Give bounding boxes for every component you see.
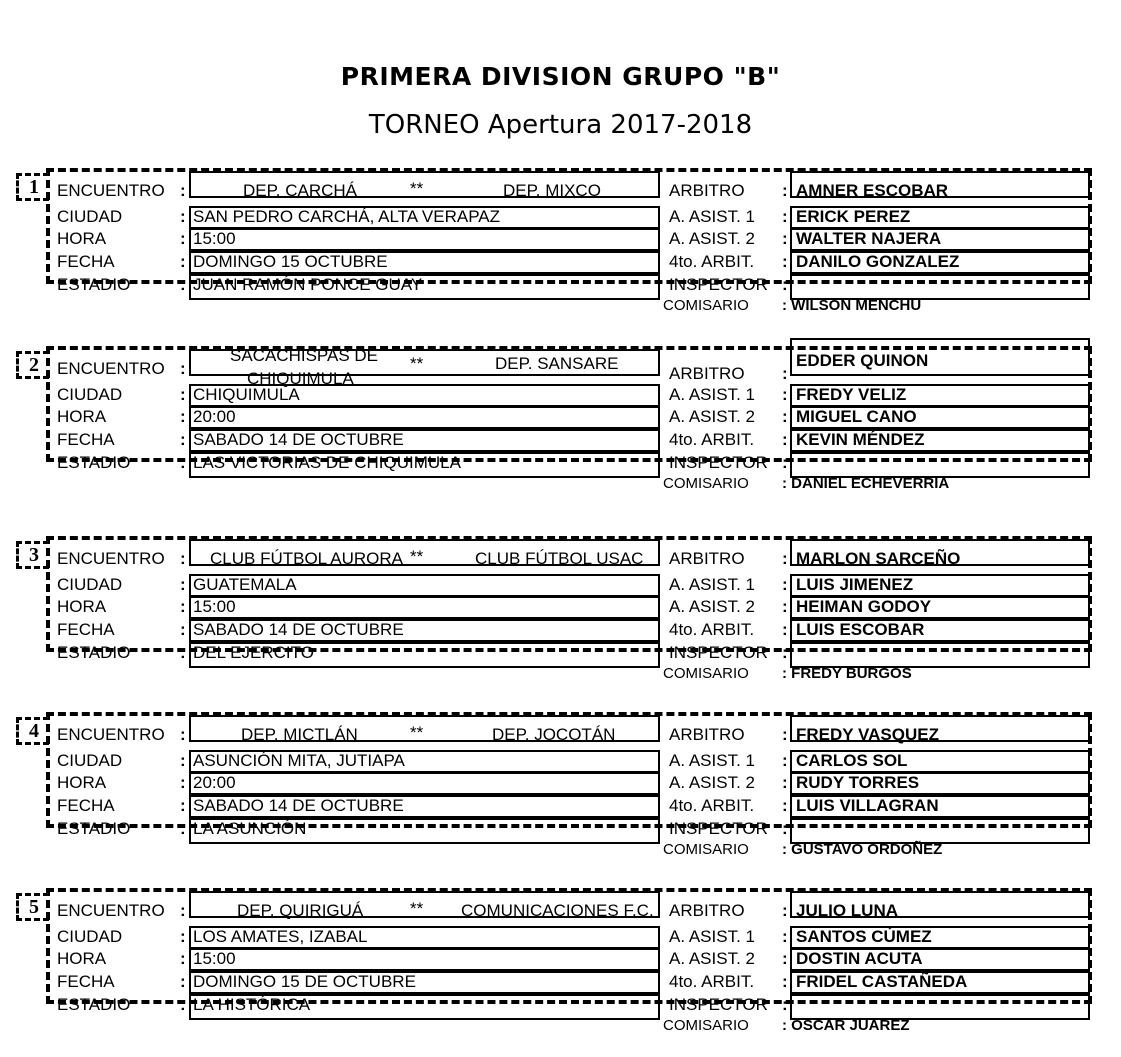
colon: : [782, 407, 788, 426]
comisario-value: : WILSON MENCHU [782, 297, 922, 314]
label-cuarto: 4to. ARBIT. [669, 252, 755, 271]
label-inspector: INSPECTOR [669, 453, 768, 472]
colon: : [782, 995, 788, 1014]
home-team: DEP. QUIRIGUÁ [237, 901, 364, 920]
colon: : [782, 773, 788, 792]
away-team: DEP. MIXCO [503, 181, 601, 200]
colon: : [180, 995, 186, 1014]
colon: : [782, 796, 788, 815]
match-block [16, 706, 1100, 856]
fecha-value: SABADO 14 DE OCTUBRE [193, 430, 404, 449]
colon: : [782, 972, 788, 991]
away-team: COMUNICACIONES F.C. [461, 901, 654, 920]
label-estadio: ESTADIO [57, 819, 131, 838]
label-ciudad: CIUDAD [57, 927, 123, 946]
hora-value: 15:00 [193, 597, 236, 616]
label-arbitro: ARBITRO [669, 549, 745, 568]
colon: : [180, 773, 186, 792]
asist2-value: RUDY TORRES [796, 773, 920, 792]
colon: : [180, 359, 186, 378]
away-team: DEP. JOCOTÁN [492, 725, 616, 744]
fecha-value: SABADO 14 DE OCTUBRE [193, 796, 404, 815]
asist1-value: CARLOS SOL [796, 751, 908, 770]
estadio-value: LAS VICTORIAS DE CHIQUIMULA [193, 453, 461, 472]
label-comisario: COMISARIO [663, 665, 749, 682]
comisario-value: : FREDY BURGOS [782, 665, 912, 682]
colon: : [180, 575, 186, 594]
label-hora: HORA [57, 407, 107, 426]
page-title: PRIMERA DIVISION GRUPO "B" [340, 62, 781, 91]
label-fecha: FECHA [57, 796, 115, 815]
colon: : [180, 597, 186, 616]
label-hora: HORA [57, 949, 107, 968]
hora-value: 15:00 [193, 229, 236, 248]
colon: : [782, 430, 788, 449]
label-ciudad: CIUDAD [57, 751, 123, 770]
label-comisario: COMISARIO [663, 841, 749, 858]
estadio-value: LA HISTÓRICA [193, 995, 311, 1014]
colon: : [180, 275, 186, 294]
colon: : [782, 597, 788, 616]
colon: : [782, 207, 788, 226]
colon: : [180, 819, 186, 838]
colon: : [782, 901, 788, 920]
hora-value: 20:00 [193, 407, 236, 426]
cuarto-value: KEVIN MÉNDEZ [796, 430, 925, 449]
asist2-value: WALTER NAJERA [796, 229, 942, 248]
label-encuentro: ENCUENTRO [57, 901, 165, 920]
label-arbitro: ARBITRO [669, 364, 745, 383]
label-asist2: A. ASIST. 2 [669, 407, 755, 426]
colon: : [782, 252, 788, 271]
asist1-value: FREDY VELIZ [796, 385, 907, 404]
colon: : [180, 796, 186, 815]
match-number: 2 [16, 351, 49, 379]
colon: : [180, 252, 186, 271]
home-team: DEP. MICTLÁN [241, 725, 358, 744]
colon: : [180, 927, 186, 946]
label-encuentro: ENCUENTRO [57, 181, 165, 200]
colon: : [782, 549, 788, 568]
label-hora: HORA [57, 773, 107, 792]
colon: : [782, 385, 788, 404]
colon: : [180, 643, 186, 662]
label-encuentro: ENCUENTRO [57, 359, 165, 378]
label-comisario: COMISARIO [663, 475, 749, 492]
arbitro-value: AMNER ESCOBAR [796, 181, 949, 200]
match-number: 3 [16, 541, 49, 569]
label-cuarto: 4to. ARBIT. [669, 796, 755, 815]
estadio-value: JUAN RAMÓN PONCE GUAY [193, 275, 423, 294]
away-team: CLUB FÚTBOL USAC [475, 549, 644, 568]
label-inspector: INSPECTOR [669, 819, 768, 838]
label-arbitro: ARBITRO [669, 725, 745, 744]
colon: : [782, 751, 788, 770]
colon: : [180, 407, 186, 426]
vs-marker: ** [410, 354, 424, 373]
fecha-value: SABADO 14 DE OCTUBRE [193, 620, 404, 639]
asist1-value: SANTOS CÚMEZ [796, 927, 932, 946]
colon: : [180, 207, 186, 226]
cuarto-value: DANILO GONZALEZ [796, 252, 960, 271]
arbitro-value: JULIO LUNA [796, 901, 898, 920]
estadio-value: DEL EJERCITO [193, 643, 314, 662]
label-estadio: ESTADIO [57, 643, 131, 662]
cuarto-value: LUIS ESCOBAR [796, 620, 925, 639]
label-asist1: A. ASIST. 1 [669, 575, 755, 594]
label-inspector: INSPECTOR [669, 995, 768, 1014]
label-fecha: FECHA [57, 620, 115, 639]
match-block [16, 162, 1100, 312]
home-team: DEP. CARCHÁ [243, 181, 357, 200]
colon: : [180, 620, 186, 639]
colon: : [180, 385, 186, 404]
vs-marker: ** [410, 547, 424, 566]
label-encuentro: ENCUENTRO [57, 549, 165, 568]
label-estadio: ESTADIO [57, 995, 131, 1014]
colon: : [782, 229, 788, 248]
colon: : [782, 575, 788, 594]
colon: : [180, 901, 186, 920]
colon: : [782, 364, 788, 383]
ciudad-value: LOS AMATES, IZABAL [193, 927, 368, 946]
fecha-value: DOMINGO 15 OCTUBRE [193, 252, 388, 271]
ciudad-value: CHIQUIMULA [193, 385, 300, 404]
label-comisario: COMISARIO [663, 1017, 749, 1034]
label-asist2: A. ASIST. 2 [669, 229, 755, 248]
asist1-value: ERICK PEREZ [796, 207, 911, 226]
colon: : [180, 430, 186, 449]
label-ciudad: CIUDAD [57, 207, 123, 226]
colon: : [180, 549, 186, 568]
page-subtitle: TORNEO Apertura 2017-2018 [368, 110, 753, 140]
label-ciudad: CIUDAD [57, 575, 123, 594]
label-fecha: FECHA [57, 252, 115, 271]
home-team-line2: CHIQUIMULA [247, 369, 354, 388]
label-asist1: A. ASIST. 1 [669, 751, 755, 770]
label-estadio: ESTADIO [57, 275, 131, 294]
label-encuentro: ENCUENTRO [57, 725, 165, 744]
asist2-value: MIGUEL CANO [796, 407, 917, 426]
label-comisario: COMISARIO [663, 297, 749, 314]
ciudad-value: SAN PEDRO CARCHÁ, ALTA VERAPAZ [193, 207, 501, 226]
ciudad-value: ASUNCIÓN MITA, JUTIAPA [193, 751, 405, 770]
home-team: SACACHISPAS DE [230, 346, 379, 365]
value-box [189, 772, 660, 795]
label-asist2: A. ASIST. 2 [669, 597, 755, 616]
fecha-value: DOMINGO 15 DE OCTUBRE [193, 972, 416, 991]
home-team: CLUB FÚTBOL AURORA [210, 549, 404, 568]
label-cuarto: 4to. ARBIT. [669, 620, 755, 639]
label-ciudad: CIUDAD [57, 385, 123, 404]
label-asist2: A. ASIST. 2 [669, 949, 755, 968]
match-block [16, 340, 1100, 490]
colon: : [782, 181, 788, 200]
ciudad-value: GUATEMALA [193, 575, 297, 594]
label-inspector: INSPECTOR [669, 275, 768, 294]
label-asist1: A. ASIST. 1 [669, 207, 755, 226]
colon: : [180, 229, 186, 248]
value-box [189, 228, 660, 251]
label-fecha: FECHA [57, 972, 115, 991]
arbitro-value: FREDY VASQUEZ [796, 725, 939, 744]
colon: : [782, 819, 788, 838]
match-number: 4 [16, 717, 49, 745]
vs-marker: ** [410, 723, 424, 742]
label-cuarto: 4to. ARBIT. [669, 430, 755, 449]
asist2-value: DOSTIN ACUTA [796, 949, 923, 968]
label-hora: HORA [57, 229, 107, 248]
asist2-value: HEIMAN GODOY [796, 597, 932, 616]
vs-marker: ** [410, 179, 424, 198]
match-block [16, 530, 1100, 680]
asist1-value: LUIS JIMENEZ [796, 575, 914, 594]
colon: : [180, 949, 186, 968]
colon: : [180, 181, 186, 200]
label-asist2: A. ASIST. 2 [669, 773, 755, 792]
colon: : [782, 620, 788, 639]
value-box [189, 596, 660, 619]
estadio-value: LA ASUNCIÓN [193, 819, 307, 838]
colon: : [782, 949, 788, 968]
comisario-value: : DANIEL ECHEVERRIA [782, 475, 950, 492]
colon: : [782, 725, 788, 744]
colon: : [180, 972, 186, 991]
label-hora: HORA [57, 597, 107, 616]
cuarto-value: LUIS VILLAGRAN [796, 796, 939, 815]
value-box [189, 948, 660, 971]
comisario-value: : OSCAR JUAREZ [782, 1017, 910, 1034]
match-number: 5 [16, 893, 49, 921]
colon: : [180, 725, 186, 744]
match-number: 1 [16, 173, 49, 201]
colon: : [782, 927, 788, 946]
hora-value: 15:00 [193, 949, 236, 968]
value-box [189, 406, 660, 429]
arbitro-value: MARLON SARCEÑO [796, 549, 961, 568]
cuarto-value: FRIDEL CASTAÑEDA [796, 972, 968, 991]
label-cuarto: 4to. ARBIT. [669, 972, 755, 991]
colon: : [782, 275, 788, 294]
hora-value: 20:00 [193, 773, 236, 792]
vs-marker: ** [410, 899, 424, 918]
arbitro-value: EDDER QUINON [796, 351, 929, 370]
label-estadio: ESTADIO [57, 453, 131, 472]
label-asist1: A. ASIST. 1 [669, 927, 755, 946]
label-arbitro: ARBITRO [669, 181, 745, 200]
colon: : [782, 453, 788, 472]
comisario-value: : GUSTAVO ORDOÑEZ [782, 841, 943, 858]
label-inspector: INSPECTOR [669, 643, 768, 662]
colon: : [180, 453, 186, 472]
match-block [16, 882, 1100, 1032]
label-arbitro: ARBITRO [669, 901, 745, 920]
colon: : [782, 643, 788, 662]
label-asist1: A. ASIST. 1 [669, 385, 755, 404]
label-fecha: FECHA [57, 430, 115, 449]
away-team: DEP. SANSARE [495, 354, 619, 373]
colon: : [180, 751, 186, 770]
